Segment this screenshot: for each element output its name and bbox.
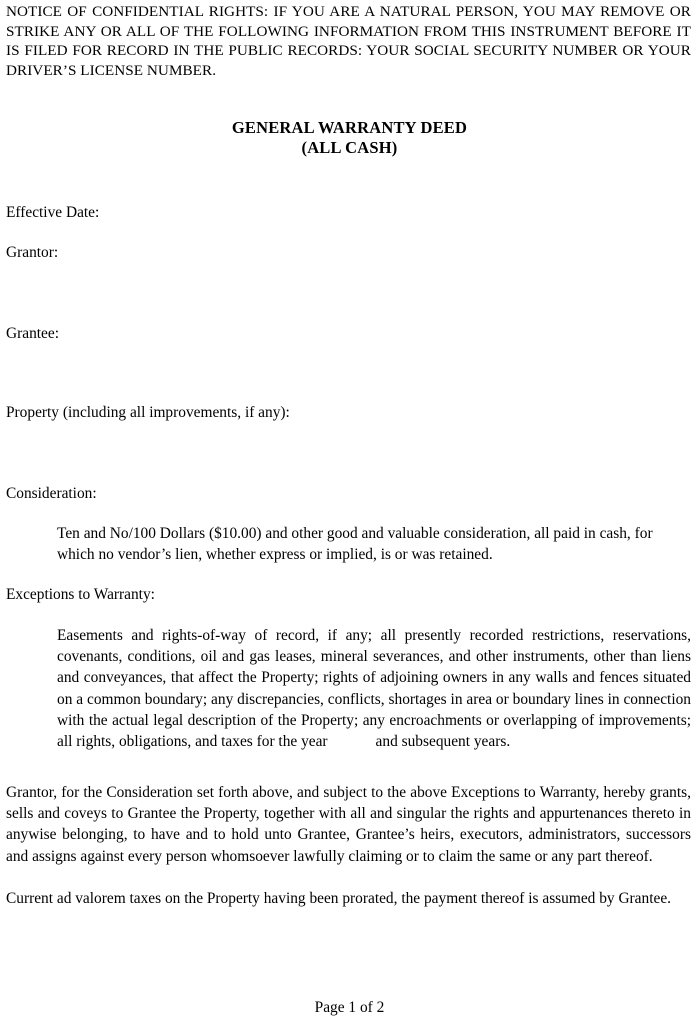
- tax-proration-paragraph: Current ad valorem taxes on the Property having been prorated, the payment thereof is assumed by Grantee.: [6, 890, 671, 907]
- grantor-label: Grantor:: [6, 244, 59, 261]
- page-subtitle: (ALL CASH): [301, 138, 398, 157]
- granting-clause-paragraph: Grantor, for the Consideration set forth above, and subject to the above Exceptions to Warranty, hereby grants, sells and coveys to Grantee the Property, together with all and singular the rights and appurtenances thereto in anywise belonging, to have and to hold unto Grantee, Grantee’s heirs, executors, administrators, successors and assigns against every person whomsoever lawfully claiming or to claim the same or any part thereof.: [6, 784, 691, 865]
- exceptions-text-part-two: and subsequent years.: [375, 733, 511, 751]
- page-number-footer: Page 1 of 2: [314, 999, 385, 1016]
- exceptions-to-warranty-body-text: [57, 625, 691, 752]
- document-title-block: [0, 118, 699, 158]
- exceptions-to-warranty-label: Exceptions to Warranty:: [6, 586, 155, 603]
- effective-date-label: Effective Date:: [6, 204, 100, 221]
- property-label: Property (including all improvements, if any):: [6, 404, 290, 421]
- consideration-body-text: Ten and No/100 Dollars ($10.00) and other good and valuable consideration, all paid in cash, for which no vendor’s lien, whether express or implied, is or was retained.: [57, 525, 653, 564]
- confidential-rights-notice: NOTICE OF CONFIDENTIAL RIGHTS: IF YOU ARE A NATURAL PERSON, YOU MAY REMOVE OR STRIKE ANY OR ALL OF THE FOLLOWING INFORMATION FROM THIS INSTRUMENT BEFORE IT IS FILED FOR RECORD IN THE PUBLIC RECORDS: YOUR SOCIAL SECURITY NUMBER OR YOUR DRIVER’S LICENSE NUMBER.: [6, 3, 691, 79]
- exceptions-text-part-one: Easements and rights-of-way of record, if any; all presently recorded restrictions, reservations, covenants, conditions, oil and gas leases, mineral severances, and other instruments, other than liens and conveyances, that affect the Property; rights of adjoining owners in any walls and fences situated on a common boundary; any discrepancies, conflicts, shortages in area or boundary lines in connection with the actual legal description of the Property; any encroachments or overlapping of improvements; all rights, obligations, and taxes for the year: [57, 627, 691, 751]
- page-title: GENERAL WARRANTY DEED: [231, 118, 468, 137]
- consideration-label: Consideration:: [6, 485, 97, 502]
- grantee-label: Grantee:: [6, 325, 59, 342]
